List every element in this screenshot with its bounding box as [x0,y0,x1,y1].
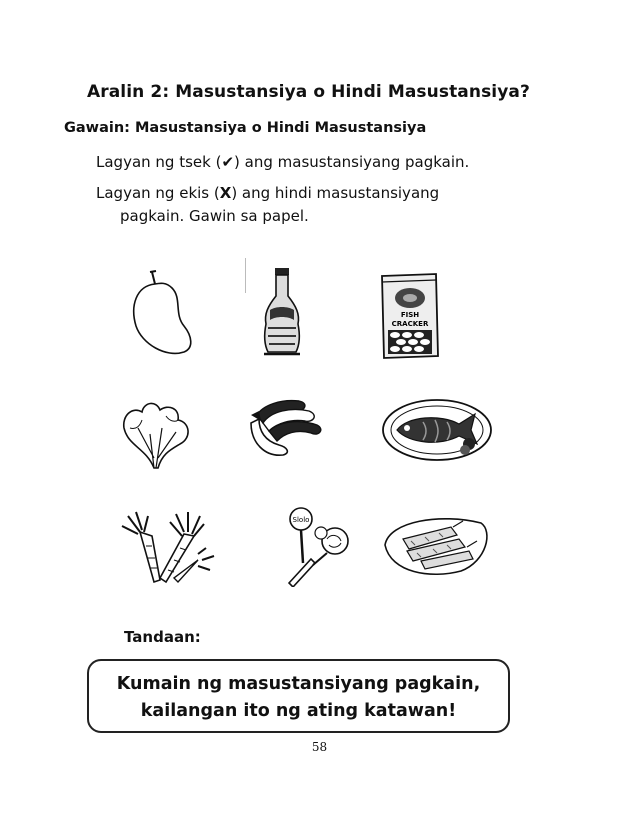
instruction-check-prefix: Lagyan ng tsek ( [96,153,222,171]
instruction-x [96,182,536,228]
mango-icon [128,268,198,360]
lollipop-candy-icon [281,505,351,587]
instruction-x-prefix: Lagyan ng ekis ( [96,184,220,202]
cracker-label-2: CRACKER [391,320,429,328]
pechay-vegetable-icon [116,398,196,472]
reminder-box [87,659,510,733]
x-symbol: X [219,184,232,202]
page-number: 58 [311,740,328,754]
lesson-title: Aralin 2: Masustansiya o Hindi Masustansiya? [87,82,530,102]
softdrink-bottle-icon [258,266,306,358]
remember-label: Tandaan: [124,628,201,646]
instruction-check [96,151,469,174]
fish-cracker-pack-icon [378,272,442,360]
reminder-line-1: Kumain ng masustansiyang pagkain, [116,674,481,694]
instruction-x-suffix: ) ang hindi masustansiyang [231,184,440,202]
fried-fish-plate-icon [381,398,493,462]
lollipop-label: Slolo [292,516,310,524]
cracker-label-1: FISH [400,311,420,319]
instruction-check-suffix: ) ang masustansiyang pagkain. [234,153,470,171]
reminder-line-2: kailangan ito ng ating katawan! [140,701,457,721]
instruction-x-continuation: pagkain. Gawin sa papel. [120,207,309,225]
activity-title: Gawain: Masustansiya o Hindi Masustansiya [64,120,427,136]
divider-line [245,258,246,293]
reminder-text [89,671,508,725]
bananas-icon [247,393,327,461]
check-icon: ✔ [221,153,235,171]
carrots-icon [118,510,222,586]
lumpia-plate-icon [381,511,493,579]
